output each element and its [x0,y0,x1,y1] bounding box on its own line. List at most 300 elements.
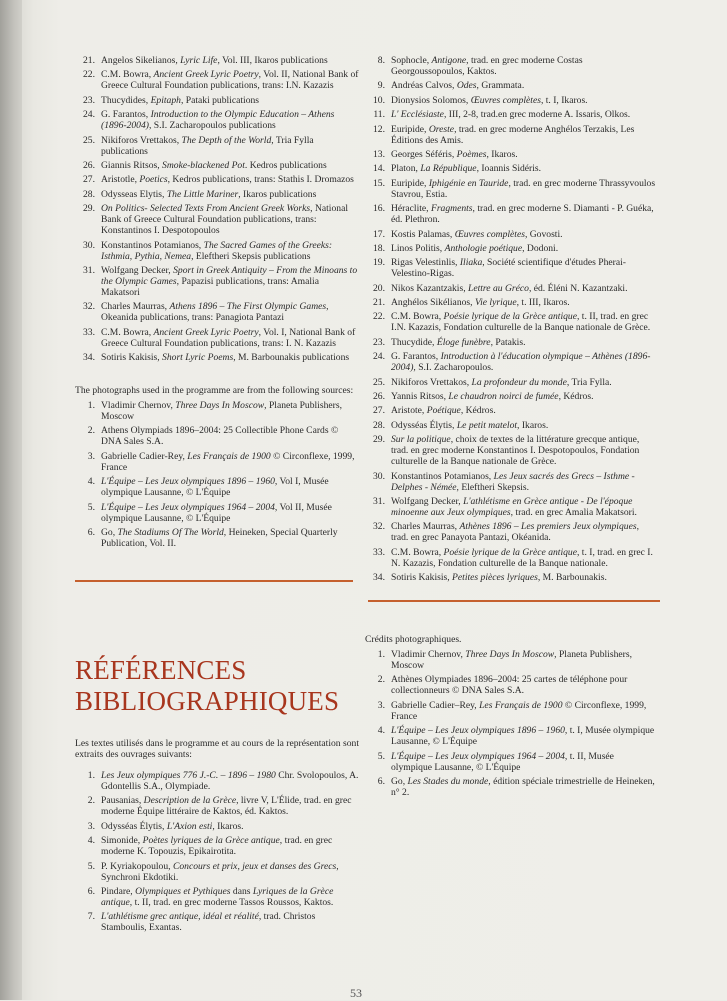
list-item [365,95,657,106]
item-text [101,770,358,792]
list-item [365,471,657,493]
text-segment: Vladimir Chernov, [101,400,176,412]
italic-title: The Sacred Games of the Greeks: Isthmia, Pythia, Nemea [101,239,333,262]
text-segment: , Vol I, Musée olympique Lausanne, © L'Équipe [101,476,329,499]
text-segment: , Vol II, Musée olympique Lausanne, © L'Équipe [101,501,332,524]
item-text [391,351,650,373]
text-segment: Athènes Olympiades 1896–2004: 25 cartes de téléphone pour collectionneurs © DNA Sales S.A. [391,674,628,697]
list-item [365,297,657,308]
text-segment: Wolfgang Decker, [391,495,464,507]
text-segment: C.M. Bowra, [101,326,154,338]
item-text [101,174,354,185]
text-segment: , t. II, trad. en grec moderne Tassos Roussos, Kaktos. [129,896,334,908]
text-segment: , trad. en grec Amalia Makatsori. [510,506,637,518]
item-number: 14. [373,163,385,175]
italic-title: Odes [456,80,477,92]
list-item [75,451,360,473]
text-segment: Konstantinos Potamianos, [101,239,204,251]
italic-title: Œuvres complètes [454,228,525,240]
item-number: 28. [373,419,385,431]
list-item [365,163,657,174]
list-item [365,521,657,543]
italic-title: Vie lyrique [474,297,517,309]
list-item [75,835,360,857]
item-text [391,649,632,671]
text-segment: , III, 2-8, trad.en grec moderne A. Issaris, Olkos. [443,109,631,121]
french-references-list-continued [365,55,657,583]
item-number: 5. [377,750,385,762]
text-segment: , Vol. III, Ikaros publications [217,55,328,66]
item-text [391,229,563,240]
item-text [101,327,355,349]
italic-title: Poèmes [456,148,487,160]
list-item [365,700,657,722]
item-text [101,821,244,832]
text-segment: C.M. Bowra, [101,69,154,81]
italic-title: L'Axion esti [166,820,213,832]
italic-title: Les Français de 1900 [187,450,271,462]
item-text [391,55,583,77]
list-item [365,55,657,77]
text-segment: dans [230,885,253,897]
text-segment: Euripide, [391,123,429,135]
list-item [365,109,657,120]
italic-title: Poetics [139,174,168,186]
item-number: 20. [373,282,385,294]
list-item [75,301,360,323]
item-text [391,124,634,146]
list-item [75,109,360,131]
item-text [391,496,637,518]
item-text [391,178,655,200]
text-segment: Platon, [391,163,421,175]
item-number: 10. [373,94,385,106]
text-segment: , Tria Fylla publications [101,134,314,157]
text-segment: , Société scientifique d'études Pherai-Velestino-Rigas. [391,257,626,280]
item-text [391,521,639,543]
item-text [391,674,627,696]
italic-title: L'athlétisme en Grèce antique - De l'époque minoenne aux Jeux olympiques [391,495,633,518]
item-number: 33. [83,326,95,338]
item-text [101,265,357,298]
text-segment: , Okeanida publications, trans: Panagiota Pantazi [101,301,329,324]
text-segment: , M. Barbounakis. [537,572,607,584]
text-segment: , trad. en grec moderne Anghélos Terzakis, Les Éditions des Amis. [391,123,635,146]
text-segment: , Planeta Publishers, Moscow [391,649,632,671]
text-segment: , S.I. Zacharopoulos publications [148,120,276,132]
text-segment: Pindare, [101,885,136,897]
list-item [365,776,657,798]
item-number: 34. [83,352,95,364]
list-item [75,861,360,883]
item-text [101,95,259,106]
list-item [365,80,657,91]
item-number: 27. [83,174,95,186]
list-item [365,203,657,225]
text-segment: G. Farantos, [391,351,441,363]
text-segment: , Ikaros. [212,820,244,832]
list-item [75,135,360,157]
item-number: 6. [377,775,385,787]
item-text [391,80,524,91]
item-number: 34. [373,572,385,584]
item-number: 19. [373,257,385,269]
list-item [75,160,360,171]
italic-title: Athens 1896 – The First Olympic Games [169,301,327,313]
item-number: 4. [377,725,385,737]
item-number: 30. [373,470,385,482]
italic-title: Lyriques de la Grèce antique [101,885,334,908]
text-segment: , t. I, Musée olympique Lausanne, © L'Équipe [391,725,655,748]
text-segment: , Tria Fylla. [566,376,612,388]
list-item [75,189,360,200]
text-segment: Odysseas Elytis, [101,188,167,200]
item-number: 7. [87,911,95,923]
text-segment: Gabrielle Cadier–Rey, [391,699,480,711]
italic-title: Les Jeux olympiques 776 J.-C. – 1896 – 1980 [101,770,276,781]
text-segment: , National Bank of Greece Cultural Foundation publications, trans: Konstantinos I. Despotopoulos [101,203,348,237]
list-item [365,572,657,583]
text-segment: Nikiforos Vrettakos, [391,376,472,388]
item-text [101,69,358,91]
list-item [365,243,657,254]
item-number: 11. [373,109,385,121]
italic-title: L'Équipe – Les Jeux olympiques 1964 – 2004 [101,501,275,513]
italic-title: Ancient Greek Lyric Poetry [153,326,259,338]
item-number: 24. [83,109,95,121]
text-segment: Aristotle, [101,174,140,186]
text-segment: Giannis Ritsos, [101,159,163,171]
text-segment: , trad. Christos Stamboulis, Exantas. [101,911,316,934]
photo-credits-heading: Crédits photographiques. [365,634,462,645]
item-text [391,297,570,308]
item-number: 30. [83,239,95,251]
list-item [365,751,657,773]
list-item [75,55,360,66]
text-segment: Pausanias, [101,795,144,807]
text-segment: Go, [391,775,408,787]
item-text [101,451,354,473]
italic-title: On Politics- Selected Texts From Ancient Greek Works [101,203,311,215]
italic-title: Smoke-blackened Pot [162,159,245,171]
text-segment: , Ikaros. [486,148,518,160]
left-divider-rule [75,580,353,582]
item-text [391,405,496,416]
item-number: 3. [377,699,385,711]
list-item [365,178,657,200]
item-text [391,377,612,388]
italic-title: Antigone [431,55,467,66]
item-number: 22. [373,311,385,323]
item-text [391,109,630,120]
text-segment: Sophocle, [391,55,432,66]
italic-title: Poétique [426,405,461,417]
italic-title: Sport in Greek Antiquity – From the Minoans to the Olympic Games [101,264,358,287]
text-segment: , Synchroni Ekdotiki. [101,860,339,883]
text-segment: , Vol. II, National Bank of Greece Cultural Foundation publications, trans: I.N. Kazazis [101,69,359,92]
italic-title: La République [420,163,477,175]
item-text [391,434,639,467]
right-divider-rule [368,600,660,602]
list-item [365,674,657,696]
italic-title: Introduction to the Olympic Education – Athens (1896-2004) [101,109,335,132]
item-text [101,527,338,549]
italic-title: The Stadiums Of The World [117,527,224,539]
item-number: 31. [373,495,385,507]
list-item [75,240,360,262]
italic-title: Les Stades du monde [407,775,489,787]
text-segment: , M. Barbounakis publications [233,352,350,364]
item-number: 6. [87,527,95,539]
item-number: 26. [373,391,385,403]
text-segment: , Eleftheri Skepsis. [456,481,530,493]
item-number: 29. [373,434,385,446]
text-segment: Thucydides, [101,94,151,106]
italic-title: Iliaka [459,257,483,269]
italic-title: Lyric Life [180,55,218,66]
item-text [101,109,334,131]
italic-title: L'Équipe – Les Jeux olympiques 1964 – 2004 [391,750,565,762]
item-number: 13. [373,148,385,160]
text-segment: Linos Politis, [391,242,445,254]
item-text [101,795,352,817]
list-item [75,265,360,298]
item-number: 32. [83,301,95,313]
text-segment: Aristote, [391,405,427,417]
text-segment: Gabrielle Cadier-Rey, [101,450,188,462]
item-text [101,55,328,66]
item-text [101,425,338,447]
text-segment: Héraclite, [391,203,431,215]
text-segment: Thucydide, [391,336,437,348]
text-segment: Angelos Sikelianos, [101,55,181,66]
italic-title: Œuvres complètes [470,94,541,106]
text-segment: Konstantinos Potamianos, [391,470,494,482]
italic-title: The Depth of the World [181,134,272,146]
item-text [391,391,593,402]
list-item [75,770,360,792]
item-text [101,203,348,236]
text-segment: , Grammata. [476,80,525,92]
item-number: 2. [87,425,95,437]
item-number: 9. [377,80,385,92]
text-segment: , Planeta Publishers, Moscow [101,400,342,423]
right-column-upper [365,55,657,587]
italic-title: The Little Mariner [166,188,239,200]
text-segment: Anghélos Sikélianos, [391,297,475,309]
italic-title: Anthologie poétique [444,242,523,254]
text-segment: Georges Séféris, [391,148,457,160]
item-number: 8. [377,55,385,66]
item-text [391,420,548,431]
item-text [391,243,558,254]
text-segment: , trad. en grec moderne Costas Georgoussopoulos, Kaktos. [391,55,583,77]
text-segment: , édition spéciale trimestrielle de Heineken, n° 2. [391,775,655,798]
list-item [365,434,657,467]
text-segment: Sotiris Kakisis, [391,572,453,584]
text-segment: Dionysios Solomos, [391,94,471,106]
italic-title: L'Équipe – Les Jeux olympiques 1896 – 1960 [391,725,565,737]
text-segment: , t. I, Ikaros. [540,94,588,106]
item-text [391,311,650,333]
right-column-lower [365,634,657,801]
item-number: 29. [83,203,95,215]
list-item [365,311,657,333]
text-segment: , Ioannis Sidéris. [476,163,542,175]
item-text [391,751,614,773]
text-segment: , Dodoni. [522,242,559,254]
item-text [391,471,635,493]
item-number: 18. [373,242,385,254]
item-text [101,886,333,908]
text-segment: © Circonflexe, 1999, France [391,699,647,722]
item-number: 33. [373,546,385,558]
item-number: 27. [373,405,385,417]
text-segment: , Patakis. [490,336,526,348]
list-item [75,425,360,447]
text-segment: , livre V, L'Élide, trad. en grec moderne Équipe littéraire de Kaktos, éd. Kaktos. [101,795,352,818]
item-number: 16. [373,203,385,215]
item-number: 1. [87,400,95,412]
italic-title: Poètes lyriques de la Grèce antique [142,835,280,847]
item-text [101,135,314,157]
italic-title: Les Français de 1900 [479,699,563,711]
item-number: 2. [87,795,95,807]
text-segment: C.M. Bowra, [391,546,444,558]
item-text [391,700,646,722]
text-segment: , Ikaros publications [238,188,317,200]
italic-title: L'Équipe – Les Jeux olympiques 1896 – 1960 [101,476,275,488]
item-text [101,301,329,323]
list-item [75,911,360,933]
item-text [101,502,332,524]
italic-title: Concours et prix, jeux et danses des Grecs [172,860,337,872]
text-segment: , trad. en grec Panayota Pantazi, Okéanida. [391,521,639,544]
italic-title: L'athlétisme grec antique, idéal et réalité [101,911,259,923]
text-segment: Vladimir Chernov, [391,649,466,660]
item-text [101,160,327,171]
text-segment: , choix de textes de la littérature grecque antique, trad. en grec moderne Konstantinos I. Despotopoulos, Fondation culturelle de la Banque nationale de Grèce. [391,434,640,468]
text-segment: , t. II, trad. en grec I.N. Kazazis, Fondation culturelle de la Banque nationale de Grèce. [391,311,651,334]
text-segment: G. Farantos, [101,109,151,121]
italic-title: L' Ecclésiaste [391,109,444,121]
list-item [365,547,657,569]
text-segment: , Kedros publications, trans: Stathis I. Dromazos [167,174,354,186]
item-number: 3. [87,450,95,462]
list-item [365,649,657,671]
list-item [365,351,657,373]
list-item [75,886,360,908]
item-text [101,240,332,262]
french-texts-intro: Les textes utilisés dans le programme et au cours de la représentation sont extraits des ouvrages suivants: [75,738,359,760]
list-item [365,420,657,431]
list-item [365,337,657,348]
list-item [75,69,360,91]
list-item [365,124,657,146]
item-number: 21. [83,55,95,66]
list-item [75,527,360,549]
list-item [75,174,360,185]
item-number: 28. [83,188,95,200]
text-segment: Nikiforos Vrettakos, [101,134,182,146]
item-text [391,283,628,294]
list-item [75,502,360,524]
list-item [75,821,360,832]
text-segment: , t. I, trad. en grec I. N. Kazazis, Fondation culturelle de la Banque nationale. [391,546,653,569]
item-text [391,203,654,225]
text-segment: , Papazisi publications, trans: Amalia Makatsori [101,275,319,298]
item-number: 25. [373,376,385,388]
left-column-upper [75,55,360,552]
item-number: 15. [373,177,385,189]
page-gutter-shadow [0,0,22,1000]
text-segment: Kostis Palamas, [391,228,455,240]
list-item [365,377,657,388]
page-number: 53 [350,986,362,1000]
text-segment: , éd. Éléni N. Kazantzaki. [528,282,628,294]
item-text [391,337,525,348]
italic-title: Lettre au Gréco [468,282,529,294]
left-column-lower [75,738,360,937]
italic-title: Les Jeux sacrés des Grecs – Isthme - Delphes - Némée [391,470,635,493]
item-number: 24. [373,351,385,363]
text-segment: , trad. en grec moderne K. Topouzis, Epikairotita. [101,835,333,858]
text-segment: , Eleftheri Skepsis publications [191,250,311,262]
english-references-list [75,55,360,363]
list-item [75,327,360,349]
list-item [75,95,360,106]
text-segment: Euripide, [391,177,429,189]
item-number: 23. [373,336,385,348]
text-segment: , Heineken, Special Quarterly Publication, Vol. II. [101,527,338,550]
list-item [365,283,657,294]
text-segment: Andréas Calvos, [391,80,457,92]
italic-title: Description de la Grèce [143,795,237,807]
item-number: 22. [83,69,95,81]
item-text [391,257,626,279]
italic-title: Fragments [430,203,473,215]
text-segment: Rigas Velestinlis, [391,257,460,269]
item-number: 1. [87,770,95,781]
italic-title: Éloge funèbre [436,336,491,348]
item-text [391,547,653,569]
text-segment: Yannis Ritsos, [391,391,449,403]
text-segment: . Kedros publications [244,159,327,171]
item-number: 2. [377,674,385,686]
item-text [391,572,607,583]
item-number: 5. [87,501,95,513]
italic-title: Epitaph [150,94,181,106]
list-item [75,476,360,498]
italic-title: Three Days In Moscow [175,400,265,412]
text-segment: Sotiris Kakisis, [101,352,163,364]
item-number: 23. [83,94,95,106]
english-photo-sources-list [75,400,360,549]
italic-title: Athènes 1896 – Les premiers Jeux olympiques [459,521,637,533]
item-number: 25. [83,134,95,146]
italic-title: Poésie lyrique de la Grèce antique [443,546,577,558]
text-segment: Charles Maurras, [391,521,460,533]
item-text [391,149,518,160]
text-segment: , Govosti. [524,228,563,240]
list-item [365,149,657,160]
item-text [391,776,655,798]
text-segment: , Ikaros. [517,419,549,431]
item-number: 17. [373,228,385,240]
section-title: RÉFÉRENCES BIBLIOGRAPHIQUES [75,655,340,716]
text-segment: , S.I. Zacharopoulos. [413,362,494,374]
item-number: 5. [87,860,95,872]
